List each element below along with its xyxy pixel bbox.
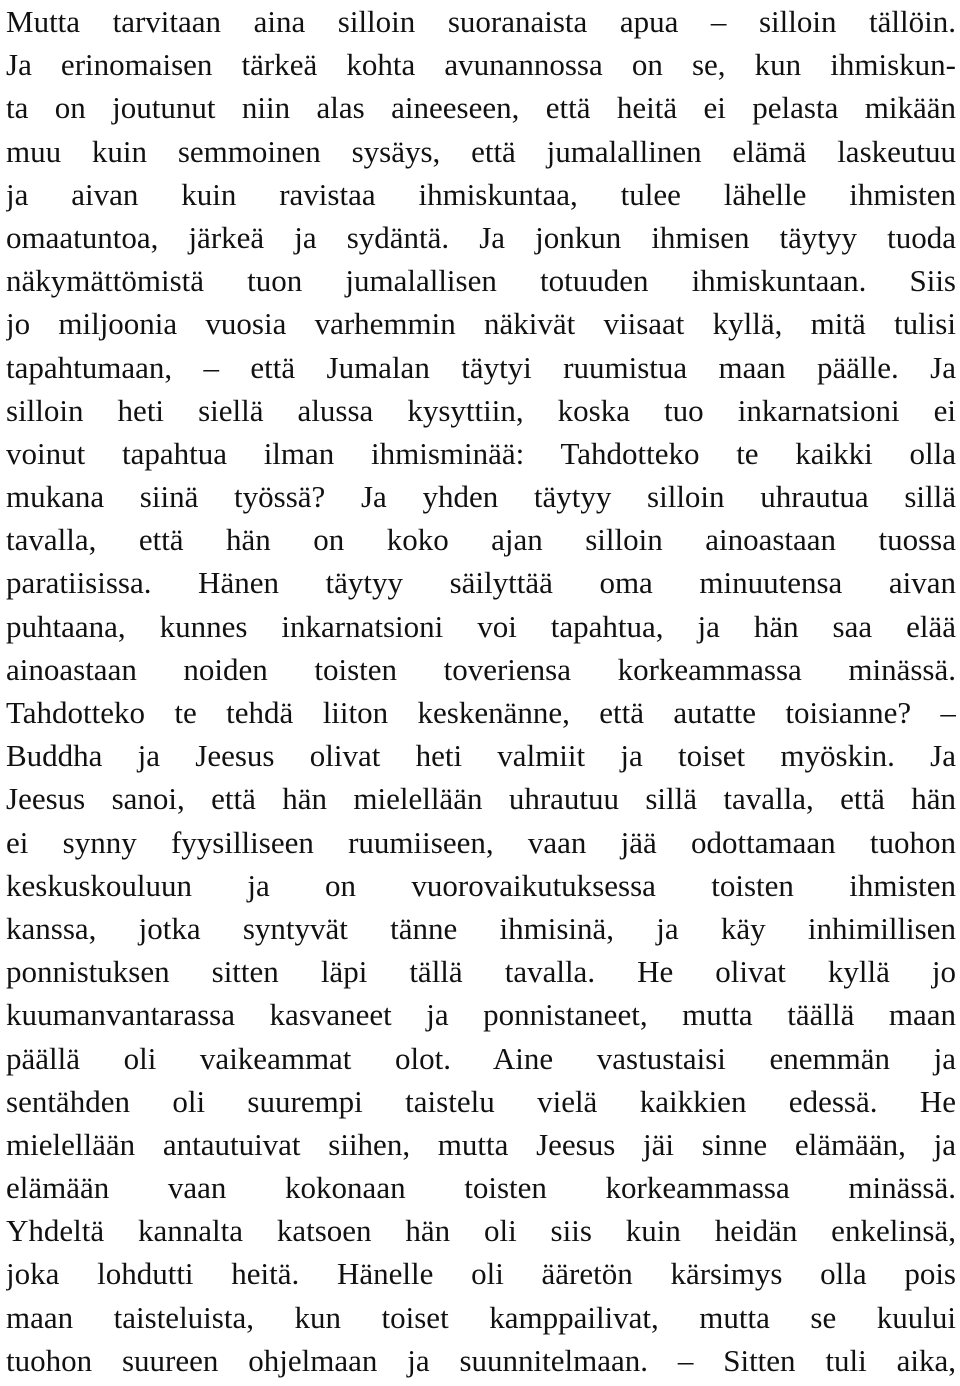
text-line-25: päällä oli vaikeammat olot. Aine vastustaisi enemmän ja (6, 1040, 956, 1076)
text-line-3: ta on joutunut niin alas aineeseen, että heitä ei pelasta mikään (6, 90, 956, 126)
text-line-28: elämään vaan kokonaan toisten korkeammassa minässä. (6, 1170, 956, 1206)
text-line-8: jo miljoonia vuosia varhemmin näkivät viisaat kyllä, mitä tulisi (6, 306, 956, 342)
text-line-2: Ja erinomaisen tärkeä kohta avunannossa on se, kun ihmiskun- (6, 47, 956, 83)
text-line-10: silloin heti siellä alussa kysyttiin, koska tuo inkarnatsioni ei (6, 392, 956, 428)
text-line-9: tapahtumaan, – että Jumalan täytyi ruumistua maan päälle. Ja (6, 349, 956, 385)
text-line-1: Mutta tarvitaan aina silloin suoranaista apua – silloin tällöin. (6, 4, 956, 39)
text-line-22: kanssa, jotka syntyvät tänne ihmisinä, ja käy inhimillisen (6, 910, 956, 946)
text-line-27: mielellään antautuivat siihen, mutta Jeesus jäi sinne elämään, ja (6, 1126, 956, 1162)
text-line-23: ponnistuksen sitten läpi tällä tavalla. He olivat kyllä jo (6, 954, 956, 990)
text-line-29: Yhdeltä kannalta katsoen hän oli siis kuin heidän enkelinsä, (6, 1213, 956, 1249)
text-line-32: tuohon suureen ohjelmaan ja suunnitelmaan. – Sitten tuli aika, (6, 1342, 956, 1378)
document-page (6, 0, 956, 1386)
text-line-7: näkymättömistä tuon jumalallisen totuuden ihmiskuntaan. Siis (6, 263, 956, 299)
text-line-11: voinut tapahtua ilman ihmisminää: Tahdotteko te kaikki olla (6, 435, 956, 471)
text-line-13: tavalla, että hän on koko ajan silloin ainoastaan tuossa (6, 522, 956, 558)
text-line-15: puhtaana, kunnes inkarnatsioni voi tapahtua, ja hän saa elää (6, 608, 956, 644)
text-line-12: mukana siinä työssä? Ja yhden täytyy silloin uhrautua sillä (6, 479, 956, 515)
text-line-5: ja aivan kuin ravistaa ihmiskuntaa, tulee lähelle ihmisten (6, 176, 956, 212)
text-line-16: ainoastaan noiden toisten toveriensa korkeammassa minässä. (6, 651, 956, 687)
text-line-4: muu kuin semmoinen sysäys, että jumalallinen elämä laskeutuu (6, 133, 956, 169)
text-line-19: Jeesus sanoi, että hän mielellään uhrautuu sillä tavalla, että hän (6, 781, 956, 817)
text-line-30: joka lohdutti heitä. Hänelle oli ääretön kärsimys olla pois (6, 1256, 956, 1292)
text-line-21: keskuskouluun ja on vuorovaikutuksessa toisten ihmisten (6, 867, 956, 903)
text-line-17: Tahdotteko te tehdä liiton keskenänne, että autatte toisianne? – (6, 695, 956, 730)
text-line-18: Buddha ja Jeesus olivat heti valmiit ja toiset myöskin. Ja (6, 738, 956, 774)
text-line-20: ei synny fyysilliseen ruumiiseen, vaan jää odottamaan tuohon (6, 824, 956, 860)
text-line-24: kuumanvantarassa kasvaneet ja ponnistaneet, mutta täällä maan (6, 997, 956, 1033)
text-line-31: maan taisteluista, kun toiset kamppailivat, mutta se kuului (6, 1299, 956, 1335)
text-line-14: paratiisissa. Hänen täytyy säilyttää oma minuutensa aivan (6, 565, 956, 601)
text-line-26: sentähden oli suurempi taistelu vielä kaikkien edessä. He (6, 1083, 956, 1119)
text-line-6: omaatuntoa, järkeä ja sydäntä. Ja jonkun ihmisen täytyy tuoda (6, 219, 956, 255)
